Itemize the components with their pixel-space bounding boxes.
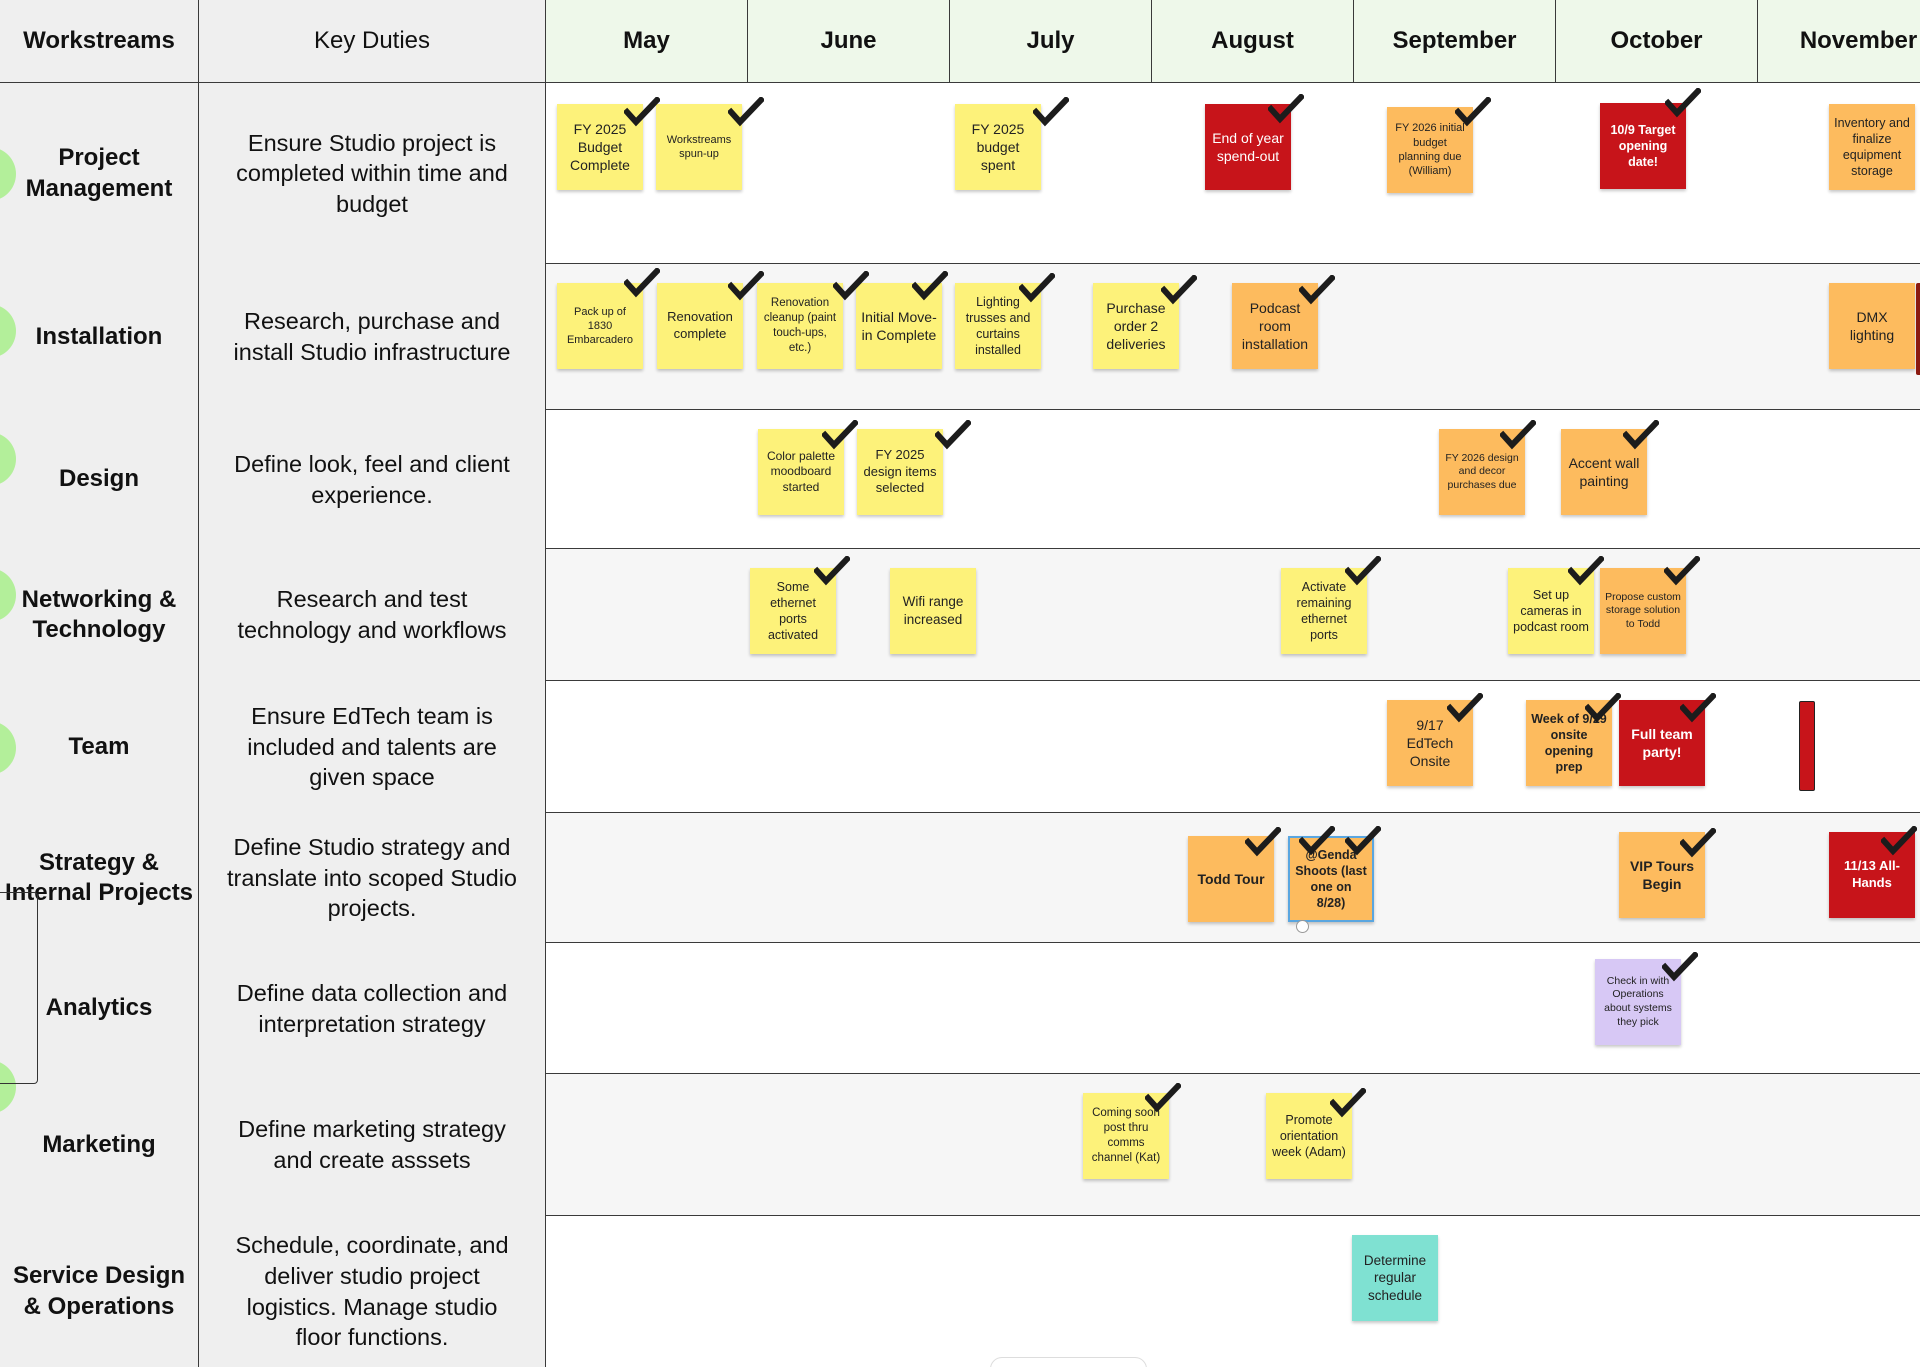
workstream-name: Design [0, 410, 199, 549]
checkmark-icon [1245, 827, 1281, 857]
checkmark-icon [1345, 556, 1381, 586]
workstream-name: Project Management [0, 83, 199, 264]
workstream-name: Service Design & Operations [0, 1216, 199, 1367]
checkmark-icon [935, 420, 971, 450]
sticky-note[interactable]: FY 2025 Budget Complete [557, 104, 643, 190]
workstream-duty: Define Studio strategy and translate into scoped Studio projects. [199, 813, 546, 943]
sticky-note-selected[interactable]: @Genda Shoots (last one on 8/28) [1288, 836, 1374, 922]
sticky-note[interactable]: Full team party! [1619, 700, 1705, 786]
month-header-may: May [546, 0, 748, 83]
checkmark-icon [1585, 693, 1621, 723]
workstream-duty: Ensure EdTech team is included and talents are given space [199, 681, 546, 813]
checkmark-icon [822, 420, 858, 450]
month-header-june: June [748, 0, 950, 83]
checkmark-icon [833, 271, 869, 301]
sticky-note[interactable]: 9/17 EdTech Onsite [1387, 700, 1473, 786]
sticky-note[interactable]: DMX lighting [1829, 283, 1915, 369]
bottom-toolbar[interactable] [990, 1357, 1147, 1367]
month-header-august: August [1152, 0, 1354, 83]
checkmark-icon [1665, 88, 1701, 118]
sticky-note[interactable]: Set up cameras in podcast room [1508, 568, 1594, 654]
workstreams-header: Workstreams [0, 0, 199, 83]
checkmark-icon [1662, 952, 1698, 982]
sticky-note[interactable]: Podcast room installation [1232, 283, 1318, 369]
workstream-duty: Research, purchase and install Studio infrastructure [199, 264, 546, 410]
checkmark-icon [1680, 693, 1716, 723]
checkmark-icon [728, 97, 764, 127]
checkmark-icon [1623, 420, 1659, 450]
workstream-name: Analytics [0, 943, 199, 1074]
checkmark-icon [1568, 556, 1604, 586]
sticky-note[interactable]: Renovation complete [657, 283, 743, 369]
checkmark-icon [814, 556, 850, 586]
sticky-note[interactable]: Check in with Operations about systems they pick [1595, 959, 1681, 1045]
red-marker[interactable] [1799, 701, 1815, 791]
sticky-note[interactable]: Wifi range increased [890, 568, 976, 654]
workstream-duty: Define data collection and interpretation strategy [199, 943, 546, 1074]
checkmark-icon [1881, 826, 1917, 856]
rotate-handle[interactable] [1296, 920, 1309, 933]
month-header-july: July [950, 0, 1152, 83]
sticky-note[interactable]: Inventory and finalize equipment storage [1829, 104, 1915, 190]
sticky-note[interactable]: Lighting trusses and curtains installed [955, 283, 1041, 369]
sticky-note[interactable]: Initial Move-in Complete [856, 283, 942, 369]
sticky-note[interactable]: Promote orientation week (Adam) [1266, 1093, 1352, 1179]
workstream-name: Team [0, 681, 199, 813]
checkmark-icon [1330, 1088, 1366, 1118]
sticky-note[interactable]: FY 2026 design and decor purchases due [1439, 429, 1525, 515]
checkmark-icon [1033, 97, 1069, 127]
sticky-note[interactable]: VIP Tours Begin [1619, 832, 1705, 918]
checkmark-icon [1299, 826, 1335, 856]
sticky-note[interactable]: Activate remaining ethernet ports [1281, 568, 1367, 654]
checkmark-icon [1268, 94, 1304, 124]
key-duties-header: Key Duties [199, 0, 546, 83]
connector-bracket [0, 892, 38, 1084]
sticky-note[interactable]: Purchase order 2 deliveries [1093, 283, 1179, 369]
workstream-duty: Define marketing strategy and create asssets [199, 1074, 546, 1216]
month-header-september: September [1354, 0, 1556, 83]
sticky-note[interactable]: End of year spend-out [1205, 104, 1291, 190]
checkmark-icon [1447, 693, 1483, 723]
checkmark-icon [1500, 420, 1536, 450]
sticky-note[interactable]: FY 2025 design items selected [857, 429, 943, 515]
sticky-note[interactable]: Renovation cleanup (paint touch-ups, etc.) [757, 283, 843, 369]
sticky-note[interactable]: Color palette moodboard started [758, 429, 844, 515]
checkmark-icon [1299, 275, 1335, 305]
sticky-note[interactable]: Workstreams spun-up [656, 104, 742, 190]
red-marker-edge[interactable] [1916, 283, 1920, 375]
workstream-duty: Research and test technology and workflows [199, 549, 546, 681]
workstream-duty: Schedule, coordinate, and deliver studio project logistics. Manage studio floor functions. [199, 1216, 546, 1367]
workstream-name: Networking & Technology [0, 549, 199, 681]
sticky-note[interactable]: FY 2025 budget spent [955, 104, 1041, 190]
sticky-note[interactable]: Some ethernet ports activated [750, 568, 836, 654]
sticky-note[interactable]: FY 2026 initial budget planning due (William) [1387, 107, 1473, 193]
checkmark-icon [1664, 556, 1700, 586]
sticky-note[interactable]: Accent wall painting [1561, 429, 1647, 515]
checkmark-icon [1145, 1083, 1181, 1113]
workstream-name: Strategy & Internal Projects [0, 813, 199, 943]
checkmark-icon [912, 271, 948, 301]
workstream-duty: Ensure Studio project is completed within time and budget [199, 83, 546, 264]
checkmark-icon [1019, 273, 1055, 303]
sticky-note[interactable]: Todd Tour [1188, 836, 1274, 922]
workstream-name: Marketing [0, 1074, 199, 1216]
sticky-note[interactable]: 10/9 Target opening date! [1600, 103, 1686, 189]
month-header-november: November [1758, 0, 1920, 83]
month-header-october: October [1556, 0, 1758, 83]
sticky-note[interactable]: Week of 9/29 onsite opening prep [1526, 700, 1612, 786]
sticky-note[interactable]: Coming soon post thru comms channel (Kat) [1083, 1093, 1169, 1179]
checkmark-icon [624, 268, 660, 298]
sticky-note[interactable]: Determine regular schedule [1352, 1235, 1438, 1321]
checkmark-icon [1680, 828, 1716, 858]
checkmark-icon [1161, 275, 1197, 305]
sticky-note[interactable]: Propose custom storage solution to Todd [1600, 568, 1686, 654]
workstream-duty: Define look, feel and client experience. [199, 410, 546, 549]
sticky-note[interactable]: Pack up of 1830 Embarcadero [557, 283, 643, 369]
workstream-name: Installation [0, 264, 199, 410]
checkmark-icon [1345, 826, 1381, 856]
checkmark-icon [728, 271, 764, 301]
checkmark-icon [1455, 97, 1491, 127]
sticky-note[interactable]: 11/13 All-Hands [1829, 832, 1915, 918]
checkmark-icon [624, 97, 660, 127]
